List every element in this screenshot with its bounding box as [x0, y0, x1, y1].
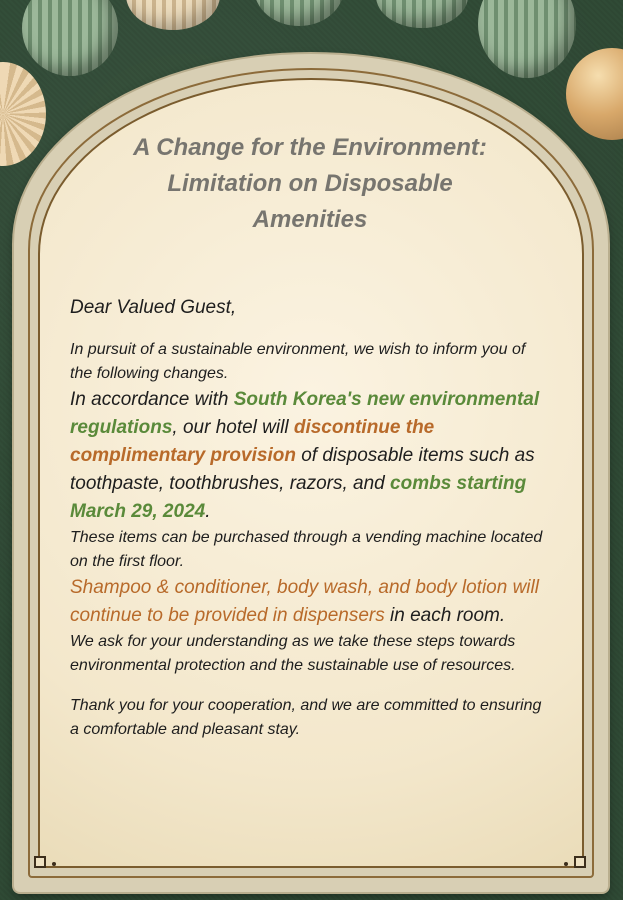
corner-dot-left	[52, 862, 56, 866]
ornament-green-ball	[376, 0, 468, 28]
title-line-1: A Change for the Environment:	[133, 134, 487, 161]
vending-paragraph: These items can be purchased through a vending machine located on the first floor.	[70, 529, 543, 570]
understanding-paragraph: We ask for your understanding as we take these steps towards environmental protection and the sustainable use of resources.	[70, 633, 516, 674]
main-text-2: , our hotel will	[172, 417, 294, 438]
ornament-fan	[0, 62, 46, 166]
ornament-gold-ball	[566, 48, 623, 140]
corner-dot-right	[564, 862, 568, 866]
main-paragraph	[70, 386, 550, 526]
main-text-1: In accordance with	[70, 389, 234, 410]
dispensers-paragraph	[70, 574, 550, 630]
corner-ornament-right	[574, 856, 586, 868]
title-line-3: Amenities	[252, 206, 368, 233]
date-highlight: combs starting March 29, 2024	[70, 473, 527, 522]
ornament-tan-ball	[126, 0, 220, 30]
closing-paragraph: Thank you for your cooperation, and we are committed to ensuring a comfortable and pleasant stay.	[70, 697, 542, 738]
corner-ornament-left	[34, 856, 46, 868]
ornament-green-ball	[254, 0, 344, 26]
regulations-highlight: South Korea's new environmental regulations	[70, 389, 540, 438]
greeting: Dear Valued Guest,	[70, 297, 237, 318]
discontinue-highlight: discontinue the complimentary provision	[70, 417, 435, 466]
notice-title	[100, 130, 520, 238]
notice-body	[70, 296, 550, 742]
title-line-2: Limitation on Disposable	[167, 170, 453, 197]
main-text-3: of disposable items such as toothpaste, toothbrushes, razors, and	[70, 445, 535, 494]
dispensers-text: in each room.	[384, 605, 506, 626]
intro-paragraph: In pursuit of a sustainable environment, we wish to inform you of the following changes.	[70, 341, 526, 382]
dispensers-highlight: Shampoo & conditioner, body wash, and body lotion will continue to be provided in dispensers	[70, 577, 539, 626]
ornament-green-ball	[478, 0, 576, 78]
ornament-green-ball	[22, 0, 118, 76]
main-text-4: .	[205, 501, 211, 522]
